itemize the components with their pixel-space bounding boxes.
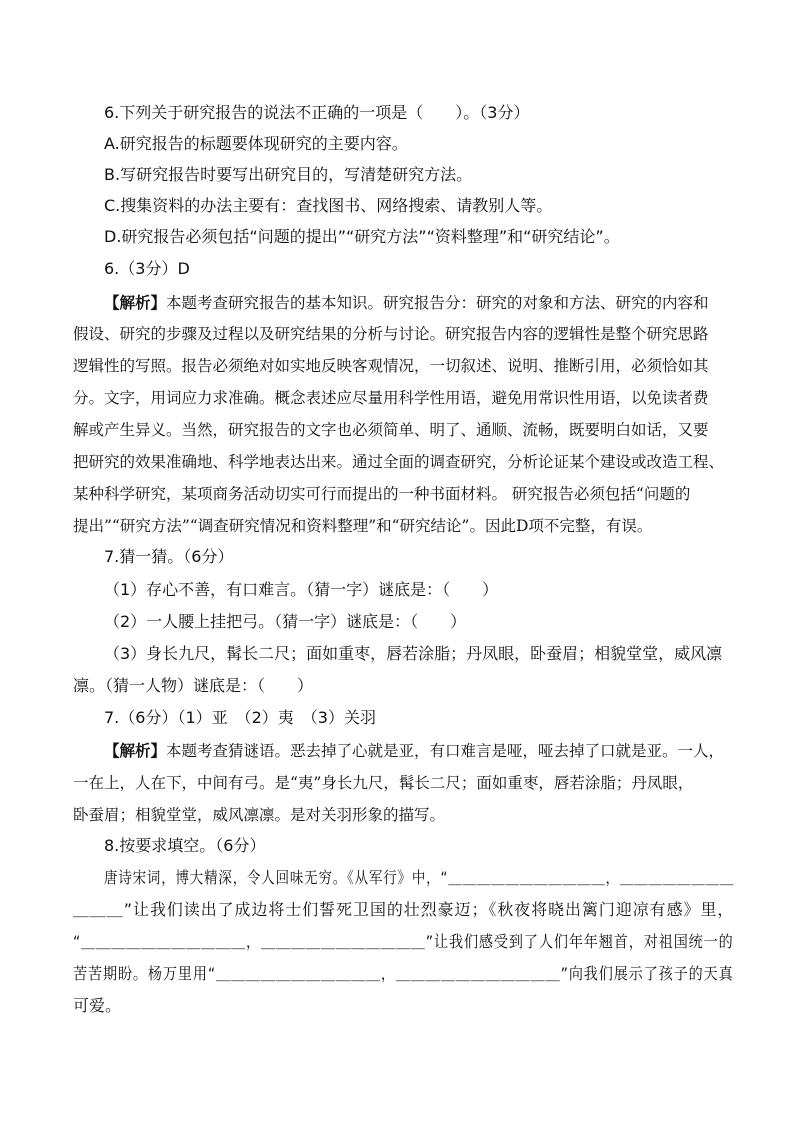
q7-analysis-text: 本题考查猜谜语。恶去掉了心就是亚，有口难言是哑，哑去掉了口就是亚。一人， [166, 742, 725, 760]
q6-option-a: A.研究报告的标题要体现研究的主要内容。 [104, 134, 408, 153]
q7-analysis-tag: 【解析】 [104, 741, 167, 760]
q6-option-b: B.写研究报告时要写出研究目的，写清楚研究方法。 [104, 165, 473, 184]
q6-analysis-line-6: 把研究的效果准确地、科学地表达出来。通过全面的调查研究，分析论证某个建设或改造工程、 [73, 453, 725, 471]
q7-analysis-line-3: 卧蚕眉；相貌堂堂，威风凛凛。是对关羽形象的描写。 [73, 806, 446, 824]
q6-analysis-line-3: 逻辑性的写照。报告必须绝对如实地反映客观情况，一切叙述、说明、推断引用，必须恰如其 [73, 357, 709, 375]
q6-analysis-line-2: 假设、研究的步骤及过程以及研究结果的分析与讨论。研究报告内容的逻辑性是整个研究思路 [73, 325, 709, 343]
q7-analysis-line-2: 一在上，人在下，中间有弓。是“夷”身长九尺，髯长二尺；面如重枣，唇若涂脂；丹凤眼， [73, 774, 694, 792]
q8-stem: 8.按要求填空。（6分） [104, 836, 266, 855]
q6-analysis-tag: 【解析】 [104, 293, 167, 312]
q8-text-line-5: 可爱。 [73, 996, 122, 1015]
q7-analysis-line-1 [104, 741, 724, 761]
q6-option-c: C.搜集资料的办法主要有：查找图书、网络搜索、请教别人等。 [104, 196, 553, 215]
q6-analysis-line-1 [104, 293, 709, 313]
q6-analysis-text: 本题考查研究报告的基本知识。研究报告分：研究的对象和方法、研究的内容和 [166, 294, 709, 312]
q7-item-3-line-2: 凛。（猜一人物）谜底是：（ ） [73, 676, 314, 695]
q6-analysis-line-5: 解或产生异义。当然，研究报告的文字也必须简单、明了、通顺、流畅，既要明白如话，又要 [73, 421, 709, 439]
q6-analysis-line-8: 提出”“研究方法”“调查研究情况和资料整理”和“研究结论”。因此D项不完整，有误。 [73, 517, 653, 535]
q7-item-3-line-1: （3）身长九尺，髯长二尺；面如重枣，唇若涂脂；丹凤眼，卧蚕眉；相貌堂堂，威风凛 [104, 644, 723, 663]
q7-answer: 7.（6分）（1）亚 （2）夷 （3）关羽 [104, 708, 376, 727]
q7-item-2: （2）一人腰上挂把弓。（猜一字）谜底是：（ ） [104, 612, 467, 631]
q6-analysis-line-7: 某种科学研究，某项商务活动切实可行而提出的一种书面材料。 研究报告必须包括“问题的 [73, 485, 691, 503]
q7-stem: 7.猜一猜。（6分） [104, 547, 234, 566]
q8-text-line-1: 唐诗宋词，博大精深，令人回味无穷。《从军行》中，“＿＿＿＿＿＿＿＿＿＿＿，＿＿＿＿＿＿＿＿ [104, 868, 735, 887]
q6-answer: 6.（3分）D [104, 259, 190, 278]
q6-stem: 6.下列关于研究报告的说法不正确的一项是（ ）。（3分） [104, 103, 530, 122]
q8-text-line-4: 苦苦期盼。杨万里用“＿＿＿＿＿＿＿＿＿＿＿，＿＿＿＿＿＿＿＿＿＿＿”向我们展示了孩子的天真 [73, 964, 734, 983]
q8-text-line-3: “＿＿＿＿＿＿＿＿＿＿＿，＿＿＿＿＿＿＿＿＿＿＿”让我们感受到了人们年年翘首，对祖国统一的 [73, 932, 734, 951]
q8-text-line-2: ＿＿＿”让我们读出了成边将士们誓死卫国的壮烈豪迈；《秋夜将晓出篱门迎凉有感》里， [73, 900, 735, 919]
q6-analysis-line-4: 分。文字，用词应力求准确。概念表述应尽量用科学性用语，避免用常识性用语，以免读者费 [73, 389, 709, 407]
q6-option-d: D.研究报告必须包括“问题的提出”“研究方法”“资料整理”和“研究结论”。 [104, 227, 620, 246]
q7-item-1: （1）存心不善，有口难言。（猜一字）谜底是：（ ） [104, 580, 499, 599]
